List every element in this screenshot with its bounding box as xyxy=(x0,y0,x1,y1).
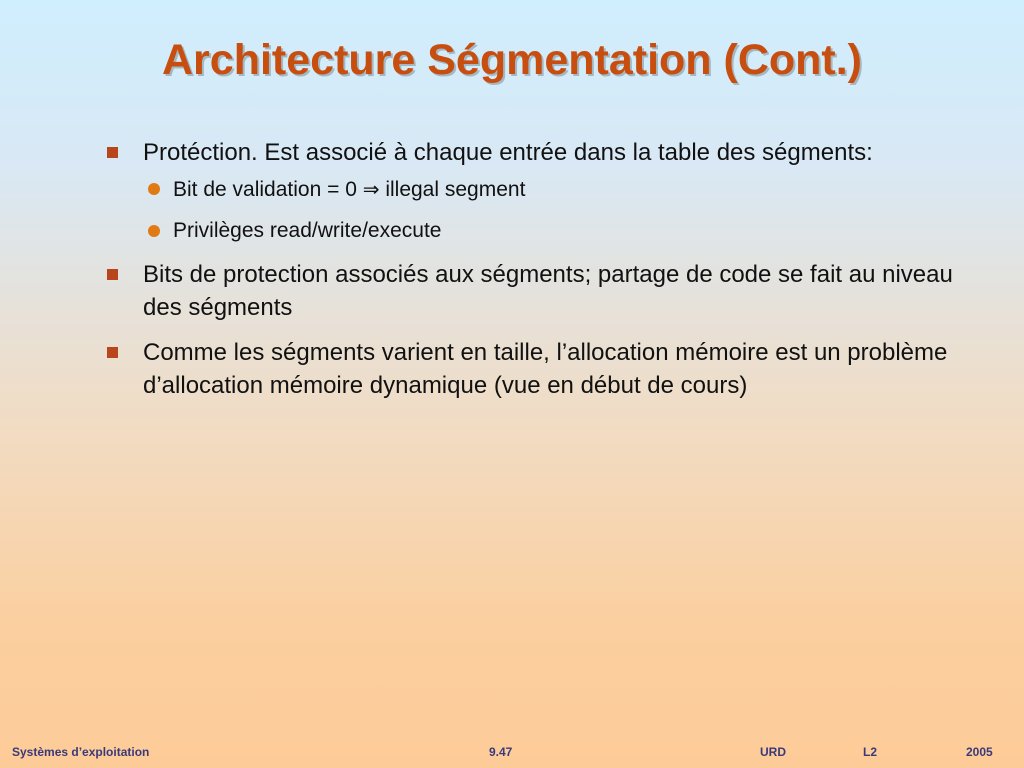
implies-arrow-icon: ⇒ xyxy=(362,177,380,201)
bullet-item-protection-bits xyxy=(104,258,954,324)
footer-level: L2 xyxy=(863,745,878,759)
round-bullet-icon xyxy=(148,183,160,195)
bullet-item-allocation xyxy=(104,336,954,402)
footer-institution: URD xyxy=(760,745,786,759)
bullet-text: Comme les ségments varient en taille, l’allocation mémoire est un problème d’allocation mémoire dynamique (vue en début de cours) xyxy=(143,339,948,399)
sub-bullet-text-after: illegal segment xyxy=(379,178,526,201)
round-bullet-icon xyxy=(148,225,160,237)
bullet-text: Protéction. Est associé à chaque entrée dans la table des ségments: xyxy=(143,139,873,166)
bullet-list xyxy=(104,136,954,414)
slide-title: Architecture Ségmentation (Cont.) xyxy=(162,36,862,84)
bullet-item-protection xyxy=(104,136,954,245)
sub-bullet-list xyxy=(143,175,954,245)
bullet-text: Bits de protection associés aux ségments; partage de code se fait au niveau des ségments xyxy=(143,261,953,321)
sub-bullet-item-privileges xyxy=(143,217,954,245)
footer-page-number: 9.47 xyxy=(489,745,513,759)
square-bullet-icon xyxy=(107,347,118,358)
sub-bullet-text-before: Bit de validation = 0 xyxy=(173,178,363,201)
sub-bullet-text: Privilèges read/write/execute xyxy=(173,219,442,242)
footer-year: 2005 xyxy=(966,745,993,759)
sub-bullet-item-validation xyxy=(143,175,954,204)
square-bullet-icon xyxy=(107,147,118,158)
footer-course: Systèmes d’exploitation xyxy=(12,745,150,759)
square-bullet-icon xyxy=(107,269,118,280)
